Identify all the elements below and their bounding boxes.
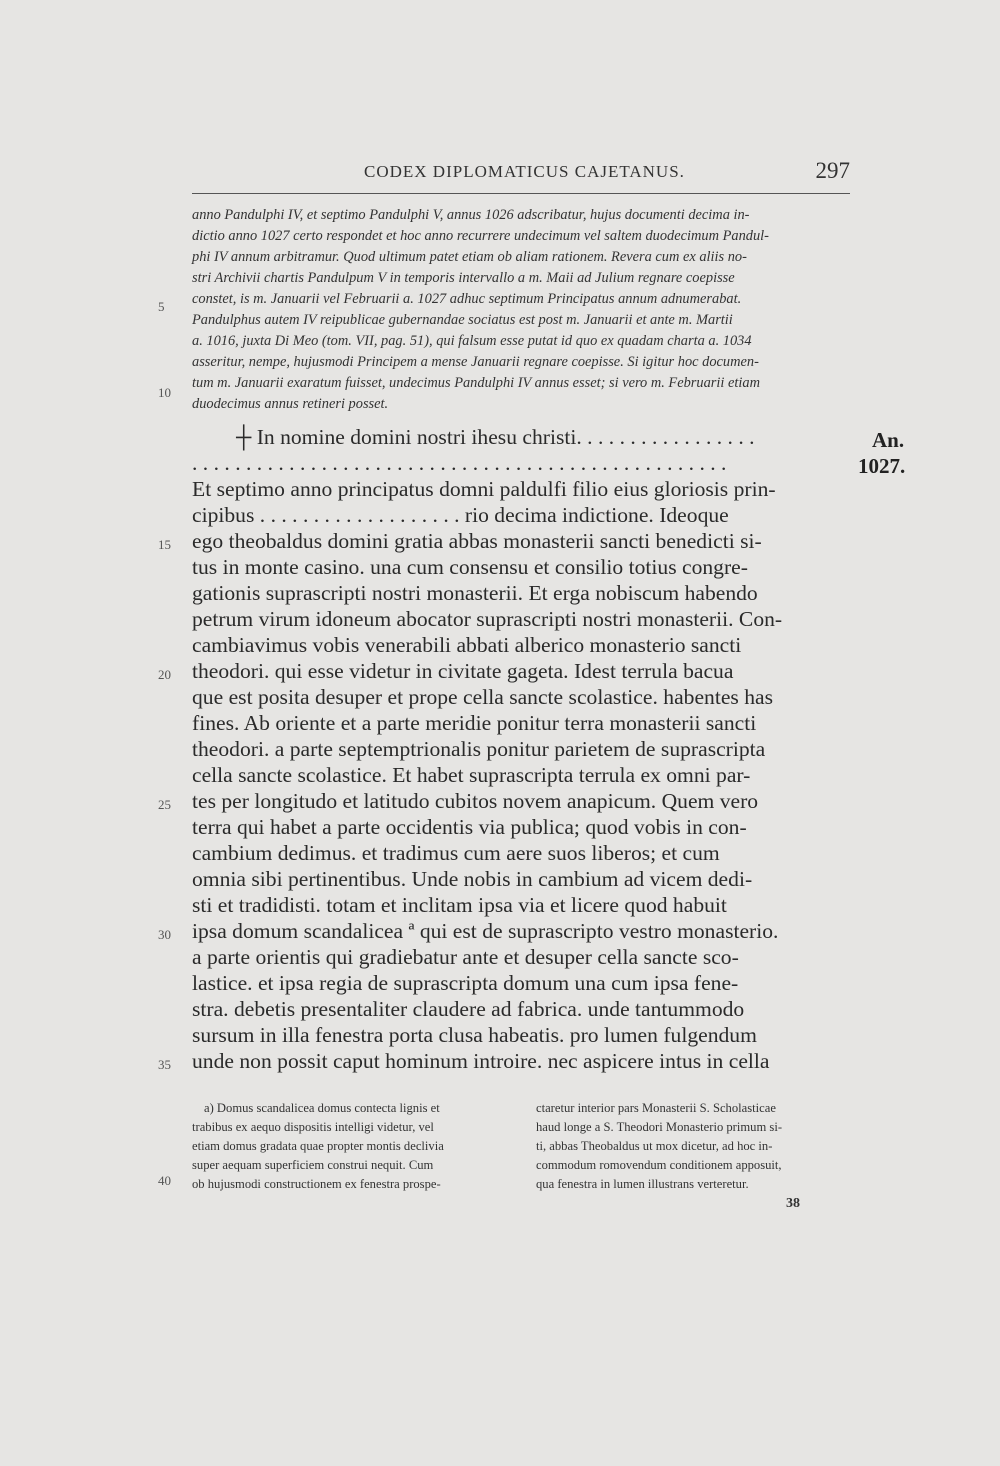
- text-line: petrum virum idoneum abocator suprascripti nostri monasterii. Con-: [192, 607, 783, 631]
- header-rule: [192, 193, 850, 194]
- text-line: cambium dedimus. et tradimus cum aere suos liberos; et cum: [192, 841, 720, 865]
- line-number: 40: [158, 1173, 171, 1188]
- text-line: ipsa domum scandalicea ª qui est de suprascripto vestro monasterio.: [192, 919, 779, 943]
- text-line: ego theobaldus domini gratia abbas monasterii sancti benedicti si-: [192, 529, 762, 553]
- intro-line: duodecimus annus retineri posset.: [192, 396, 389, 412]
- intro-line: Pandulphus autem IV reipublicae gubernandae sociatus est post m. Januarii et ante m. Martii: [192, 312, 733, 328]
- intro-line: a. 1016, juxta Di Meo (tom. VII, pag. 51), qui falsum esse putat id quo ex quadam charta a. 1034: [192, 333, 752, 349]
- line-number: 30: [158, 927, 171, 942]
- text-line: sursum in illa fenestra porta clusa habeatis. pro lumen fulgendum: [192, 1023, 757, 1047]
- line-number: 15: [158, 537, 171, 552]
- footnote-left-column: [192, 1099, 506, 1194]
- text-line: fines. Ab oriente et a parte meridie ponitur terra monasterii sancti: [192, 711, 757, 735]
- text-line: cipibus . . . . . . . . . . . . . . . . . . . rio decima indictione. Ideoque: [192, 503, 729, 527]
- footnote-line: etiam domus gradata quae propter montis declivia: [192, 1139, 444, 1153]
- footnote-line: trabibus ex aequo dispositis intelligi videtur, vel: [192, 1120, 434, 1134]
- text-line: sti et tradidisti. totam et inclitam ipsa via et licere quod habuit: [192, 893, 727, 917]
- intro-line: phi IV annum arbitramur. Quod ultimum patet etiam ob aliam rationem. Revera cum ex aliis no-: [192, 249, 747, 265]
- running-head: [192, 158, 850, 188]
- line-number: 5: [158, 299, 165, 314]
- line-number: 20: [158, 667, 171, 682]
- footnote-line: haud longe a S. Theodori Monasterio primum si-: [536, 1120, 783, 1134]
- signature-mark: 38: [786, 1196, 800, 1211]
- footnote-line: commodum romovendum conditionem apposuit,: [536, 1158, 782, 1172]
- text-line: omnia sibi pertinentibus. Unde nobis in cambium ad vicem dedi-: [192, 867, 753, 891]
- running-title: CODEX DIPLOMATICUS CAJETANUS.: [364, 162, 685, 181]
- text-line: . . . . . . . . . . . . . . . . . . . . . . . . . . . . . . . . . . . . . . . . . . . . . . . . . .: [192, 451, 727, 475]
- text-line: lastice. et ipsa regia de suprascripta domum una cum ipsa fene-: [192, 971, 739, 995]
- footnote-line: qua fenestra in lumen illustrans verteretur.: [536, 1177, 749, 1191]
- text-line: a parte orientis qui gradiebatur ante et desuper cella sancte sco-: [192, 945, 739, 969]
- text-line: theodori. qui esse videtur in civitate gageta. Idest terrula bacua: [192, 659, 734, 683]
- intro-line: stri Archivii chartis Pandulpum V in temporis intervallo a m. Maii ad Julium regnare coepisse: [192, 270, 735, 286]
- footnote-right-column: [536, 1099, 850, 1194]
- intro-line: constet, is m. Januarii vel Februarii a. 1027 adhuc septimum Principatus annum adnumerabat.: [192, 291, 742, 307]
- text-line: terra qui habet a parte occidentis via publica; quod vobis in con-: [192, 815, 747, 839]
- margin-year: 1027.: [858, 454, 906, 478]
- charter-text: [192, 424, 852, 1074]
- text-line: Et septimo anno principatus domni paldulfi filio eius gloriosis prin-: [192, 477, 776, 501]
- text-line: cambiavimus vobis venerabili abbati alberico monasterio sancti: [192, 633, 742, 657]
- text-line: cella sancte scolastice. Et habet suprascripta terrula ex omni par-: [192, 763, 751, 787]
- line-number: 10: [158, 385, 171, 400]
- intro-note: [192, 205, 852, 415]
- text-line: tus in monte casino. una cum consensu et consilio totius congre-: [192, 555, 748, 579]
- footnote-line: ob hujusmodi constructionem ex fenestra prospe-: [192, 1177, 441, 1191]
- intro-line: anno Pandulphi IV, et septimo Pandulphi V, annus 1026 adscribatur, hujus documenti decima in-: [192, 207, 750, 223]
- footnote-line: super aequam superficiem construi nequit. Cum: [192, 1158, 434, 1172]
- invocation-line: ┼ In nomine domini nostri ihesu christi. . . . . . . . . . . . . . . . .: [236, 425, 755, 449]
- footnote-line: ctaretur interior pars Monasterii S. Scholasticae: [536, 1101, 776, 1115]
- text-line: unde non possit caput hominum introire. nec aspicere intus in cella: [192, 1049, 770, 1073]
- text-line: theodori. a parte septemptrionalis ponitur parietem de suprascripta: [192, 737, 766, 761]
- intro-line: dictio anno 1027 certo respondet et hoc anno recurrere undecimum vel saltem duodecimum Pandul-: [192, 228, 769, 244]
- text-line: tes per longitudo et latitudo cubitos novem anapicum. Quem vero: [192, 789, 759, 813]
- footnote-line: ti, abbas Theobaldus ut mox dicetur, ad hoc in-: [536, 1139, 773, 1153]
- text-line: que est posita desuper et prope cella sancte scolastice. habentes has: [192, 685, 774, 709]
- margin-year-label: An.: [872, 428, 905, 452]
- text-line: stra. debetis presentaliter claudere ad fabrica. unde tantummodo: [192, 997, 745, 1021]
- page-number: 297: [815, 158, 850, 183]
- intro-line: tum m. Januarii exaratum fuisset, undecimus Pandulphi IV annus esset; si vero m. Februarii etiam: [192, 375, 760, 391]
- text-line: gationis suprascripti nostri monasterii. Et erga nobiscum habendo: [192, 581, 758, 605]
- line-number: 25: [158, 797, 171, 812]
- footnote-line: a) Domus scandalicea domus contecta lignis et: [204, 1101, 440, 1115]
- intro-line: asseritur, nempe, hujusmodi Principem a mense Januarii regnare coepisse. Si igitur hoc documen-: [192, 354, 759, 370]
- line-number: 35: [158, 1057, 171, 1072]
